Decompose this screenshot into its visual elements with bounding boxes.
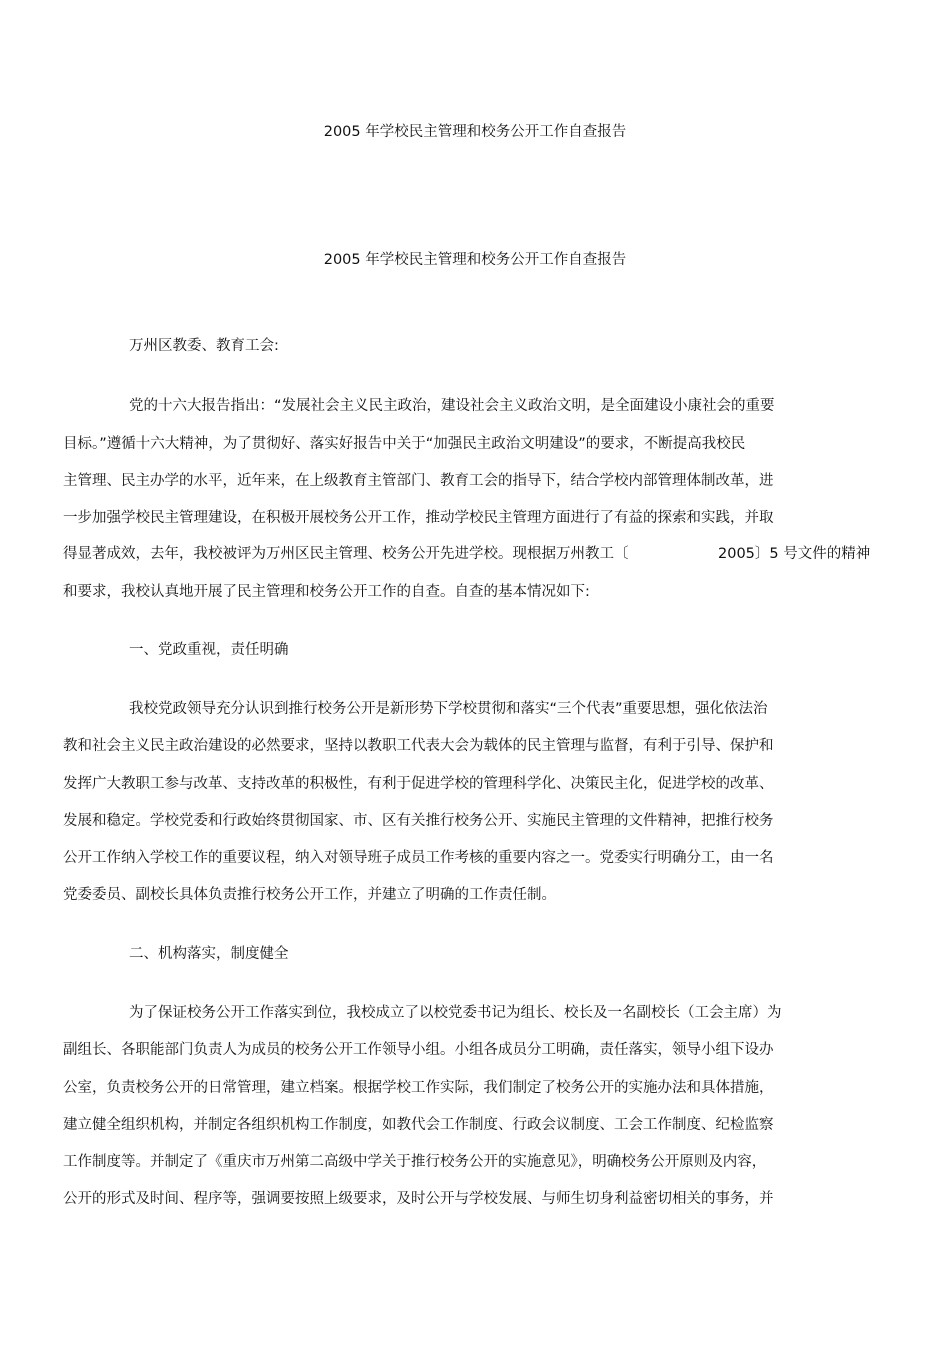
paragraph-line: 一步加强学校民主管理建设，在积极开展校务公开工作，推动学校民主管理方面进行了有益的探索和实践，并取 — [63, 510, 774, 526]
paragraph-line-continuation: 2005〕5 号文件的精神 — [718, 546, 871, 562]
paragraph-line: 得显著成效，去年，我校被评为万州区民主管理、校务公开先进学校。现根据万州教工〔 — [63, 546, 629, 562]
paragraph-line: 党委委员、副校长具体负责推行校务公开工作，并建立了明确的工作责任制。 — [63, 887, 556, 903]
paragraph-line: 公室，负责校务公开的日常管理，建立档案。根据学校工作实际，我们制定了校务公开的实施办法和具体措施， — [63, 1080, 774, 1096]
paragraph-line: 建立健全组织机构，并制定各组织机构工作制度，如教代会工作制度、行政会议制度、工会工作制度、纪检监察 — [63, 1117, 774, 1133]
paragraph-line: 发展和稳定。学校党委和行政始终贯彻国家、市、区有关推行校务公开、实施民主管理的文件精神，把推行校务 — [63, 813, 774, 829]
paragraph-line: 教和社会主义民主政治建设的必然要求，坚持以教职工代表大会为载体的民主管理与监督，有利于引导、保护和 — [63, 738, 774, 754]
paragraph-line: 和要求，我校认真地开展了民主管理和校务公开工作的自查。自查的基本情况如下: — [63, 584, 590, 600]
page-title: 2005 年学校民主管理和校务公开工作自查报告 — [323, 252, 627, 268]
paragraph-line: 主管理、民主办学的水平，近年来，在上级教育主管部门、教育工会的指导下，结合学校内部管理体制改革，进 — [63, 473, 774, 489]
paragraph-line: 工作制度等。并制定了《重庆市万州第二高级中学关于推行校务公开的实施意见》，明确校务公开原则及内容， — [63, 1154, 767, 1170]
paragraph-line: 我校党政领导充分认识到推行校务公开是新形势下学校贯彻和落实“三个代表”重要思想，强化依法治 — [129, 701, 768, 717]
paragraph-line: 公开的形式及时间、程序等，强调要按照上级要求，及时公开与学校发展、与师生切身利益密切相关的事务，并 — [63, 1191, 774, 1207]
salutation: 万州区教委、教育工会: — [129, 338, 279, 354]
paragraph-line: 副组长、各职能部门负责人为成员的校务公开工作领导小组。小组各成员分工明确，责任落实，领导小组下设办 — [63, 1042, 774, 1058]
paragraph-line: 党的十六大报告指出：“发展社会主义民主政治，建设社会主义政治文明，是全面建设小康社会的重要 — [129, 398, 775, 414]
paragraph-line: 发挥广大教职工参与改革、支持改革的积极性，有利于促进学校的管理科学化、决策民主化，促进学校的改革、 — [63, 776, 774, 792]
paragraph-line: 为了保证校务公开工作落实到位，我校成立了以校党委书记为组长、校长及一名副校长（工会主席）为 — [129, 1005, 782, 1021]
paragraph-line: 目标。”遵循十六大精神，为了贯彻好、落实好报告中关于“加强民主政治文明建设”的要求，不断提高我校民 — [63, 436, 746, 452]
section-heading-2: 二、机构落实，制度健全 — [129, 946, 289, 962]
paragraph-line: 公开工作纳入学校工作的重要议程，纳入对领导班子成员工作考核的重要内容之一。党委实行明确分工，由一名 — [63, 850, 774, 866]
section-heading-1: 一、党政重视，责任明确 — [129, 642, 289, 658]
header-title: 2005 年学校民主管理和校务公开工作自查报告 — [323, 124, 627, 140]
